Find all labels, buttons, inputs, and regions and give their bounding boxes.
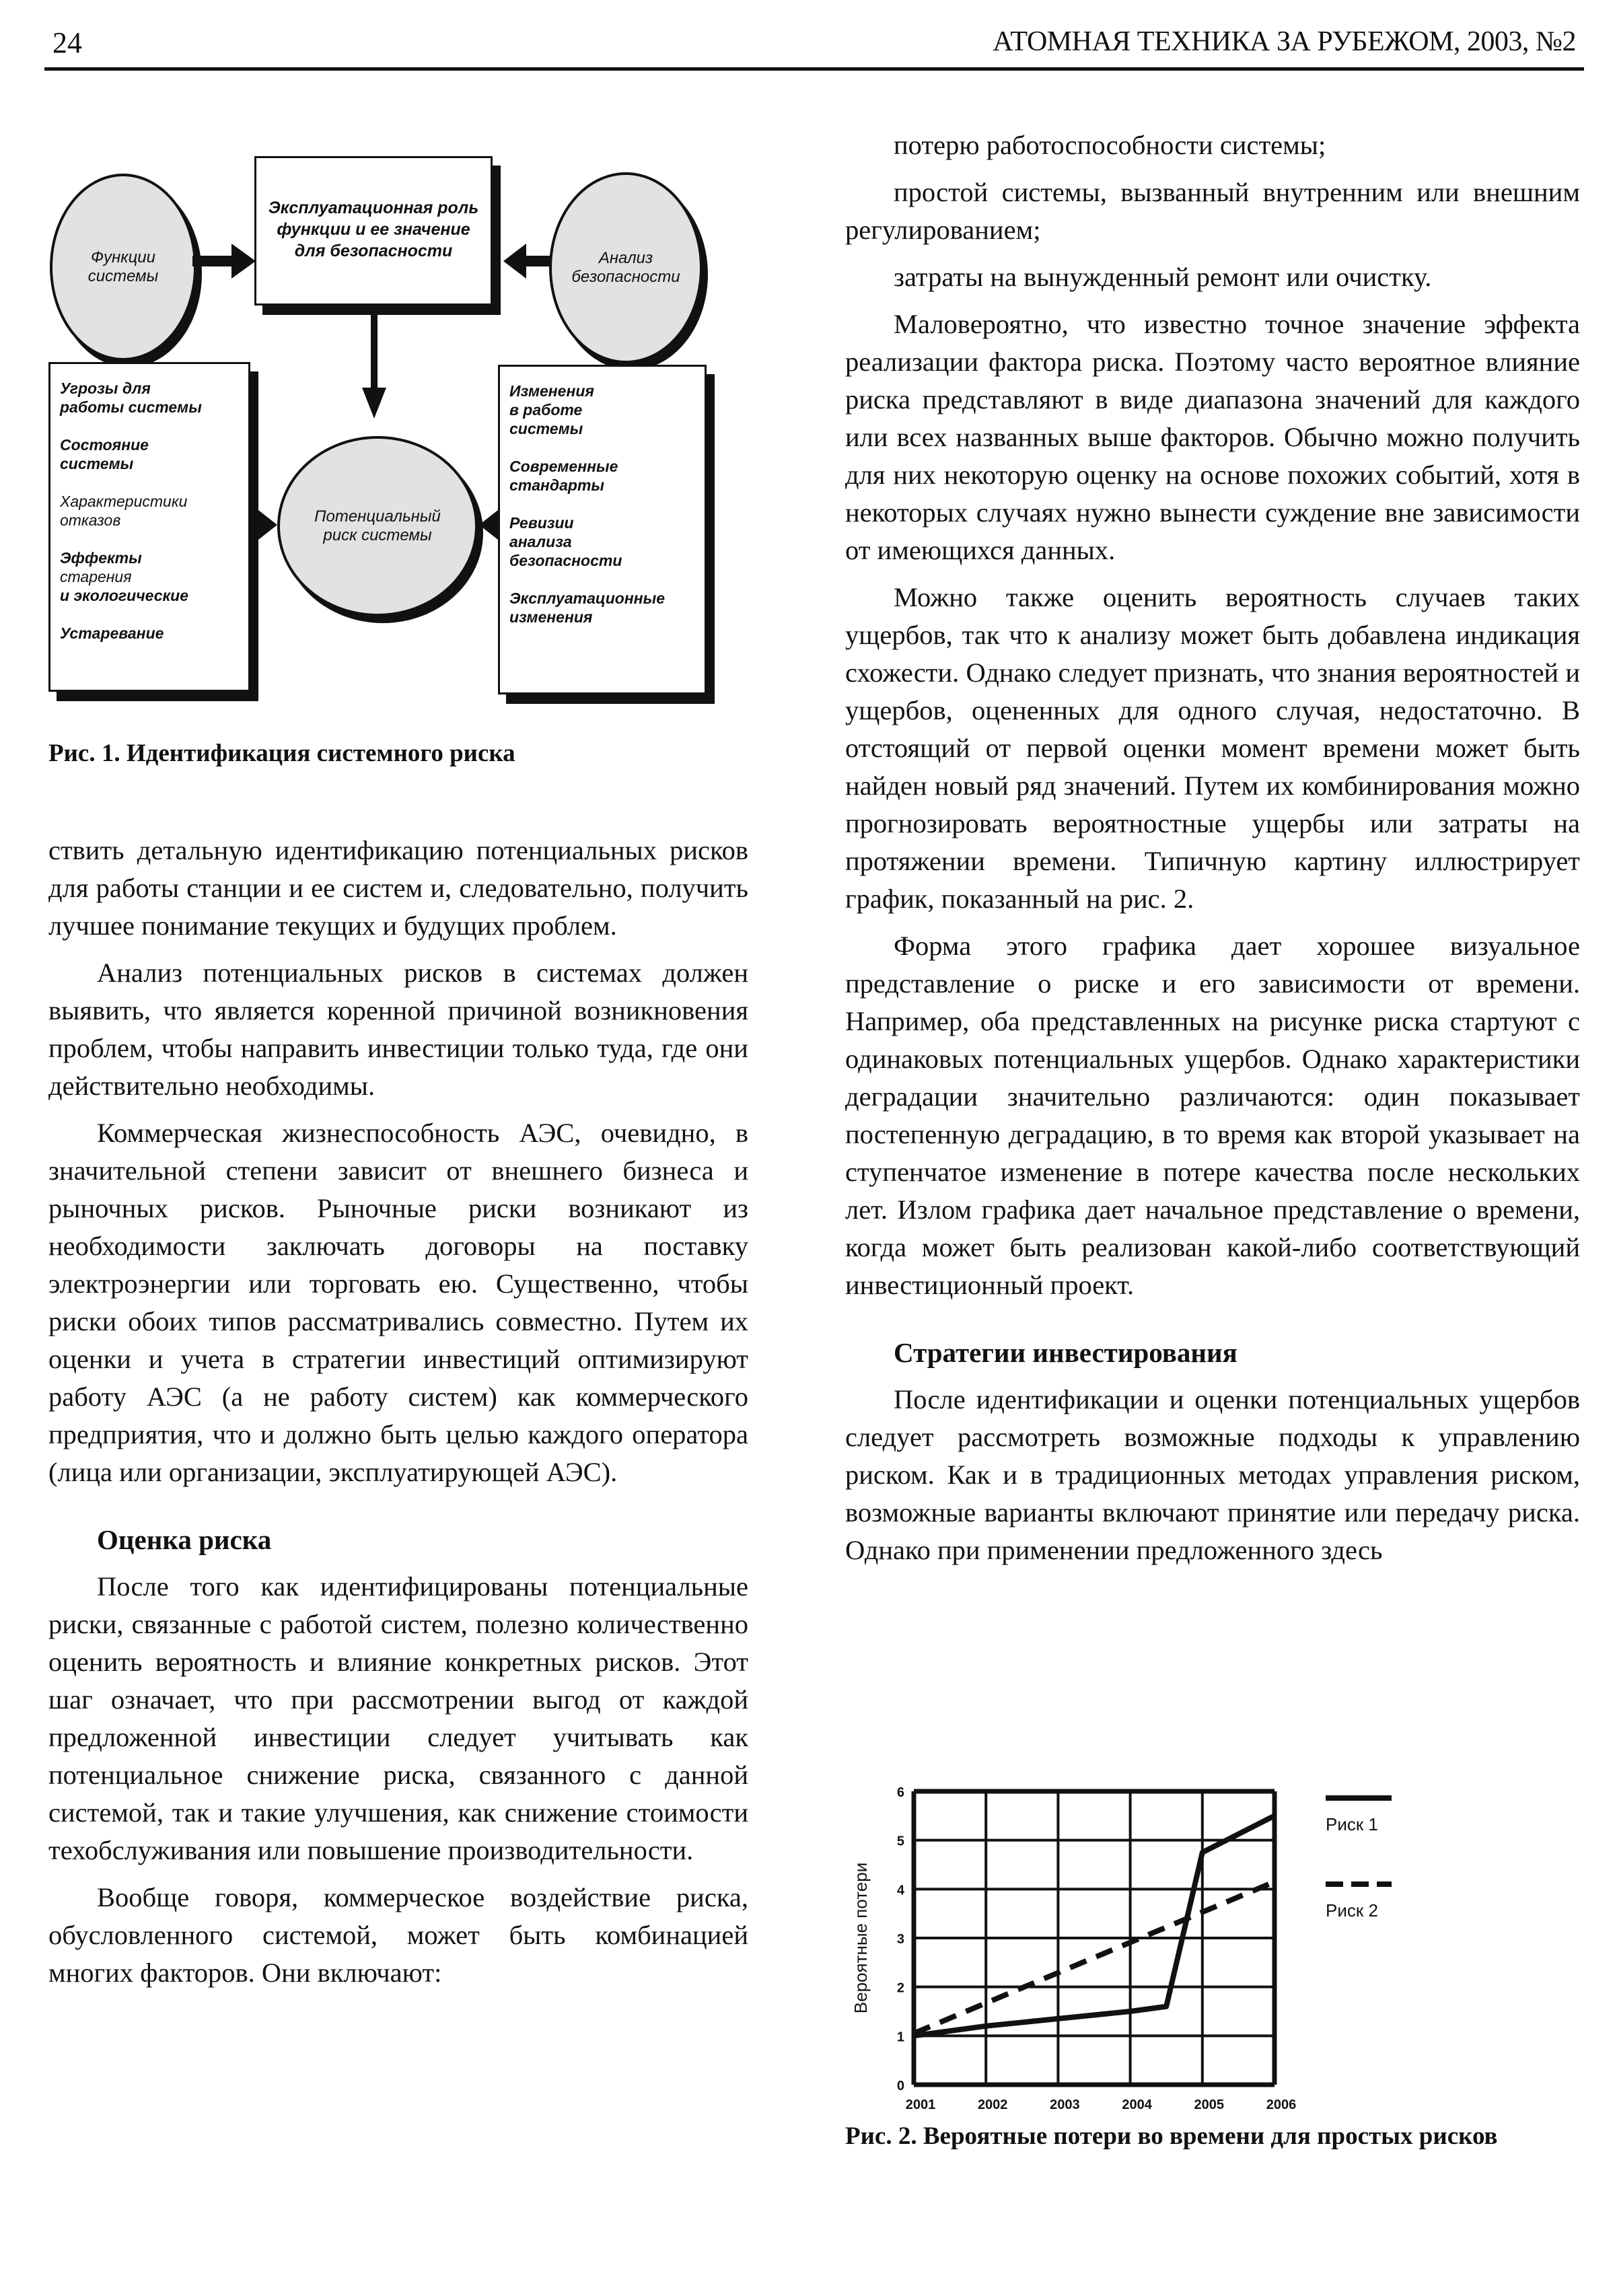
- paragraph: Можно также оценить вероятность случаев таких ущербов, так что к анализу может быть добавлена индикация схожести. Однако следует признать, что знания вероятностей и ущербов, оцененных для одного случая, недостаточно. В отстоящий от первой оценки момент времени может быть найден новый ряд значений. Путем их комбинирования можно прогнозировать вероятностные ущербы или затраты на протяжении времени. Типичную картину иллюстрирует график, показанный на рис. 2.: [845, 582, 1580, 914]
- list-item: затраты на вынужденный ремонт или очистку.: [894, 262, 1432, 292]
- x-tick-label: 2003: [1050, 2097, 1080, 2112]
- paragraph: После того как идентифицированы потенциальные риски, связанные с работой систем, полезно количественно оценить вероятность и влияние конкретных рисков. Этот шаг означает, что при рассмотрении выгод от каждой предложенной инвестиции следует учитывать как потенциальное снижение риска, связанного с данной системой, так и такие улучшения, как снижение стоимости техобслуживания или повышение производительности.: [48, 1571, 748, 1865]
- threats-list-box: [48, 362, 250, 692]
- y-tick-label: 0: [896, 2079, 904, 2093]
- oval-system-functions: [50, 174, 196, 361]
- left-text-column: [48, 832, 748, 1992]
- paragraph: Анализ потенциальных рисков в системах должен выявить, что является коренной причиной возникновения проблем, чтобы направить инвестиции только туда, где они действительно необходимы.: [48, 958, 748, 1101]
- y-tick-label: 6: [896, 1785, 904, 1800]
- right-item: Ревизии анализа безопасности: [509, 514, 622, 569]
- paragraph: ствить детальную идентификацию потенциальных рисков для работы станции и ее систем и, следовательно, получить лучшее понимание текущих и будущих проблем.: [48, 835, 748, 941]
- series-line-2: [914, 1881, 1275, 2033]
- center-box-line-2: функции и ее значение: [277, 220, 470, 239]
- legend-label-1: Риск 1: [1326, 1814, 1378, 1834]
- header-rule: [44, 67, 1584, 71]
- page-number: 24: [52, 26, 82, 59]
- line-chart: [834, 1777, 1588, 2126]
- right-item: Эксплуатационные изменения: [509, 589, 666, 626]
- left-item: Устаревание: [60, 624, 164, 642]
- operational-role-box: [254, 156, 493, 306]
- figure-1-caption: Рис. 1. Идентификация системного риска: [48, 740, 515, 767]
- left-item: Угрозы для работы системы: [60, 380, 202, 416]
- arrow-down-icon: [359, 314, 389, 421]
- right-item: Изменения в работе системы: [509, 382, 594, 437]
- journal-title: АТОМНАЯ ТЕХНИКА ЗА РУБЕЖОМ, 2003, №2: [993, 26, 1576, 57]
- section-heading-risk-assessment: Оценка риска: [97, 1524, 272, 1555]
- oval-safety-analysis-line-1: Анализ: [598, 249, 653, 267]
- oval-potential-risk: [277, 436, 478, 616]
- y-tick-label: 1: [896, 2030, 904, 2045]
- left-item: Характеристики отказов: [60, 493, 188, 529]
- y-axis-label: Вероятные потери: [851, 1862, 871, 2014]
- figure-2-chart: [834, 1777, 1588, 2153]
- right-text-column: [845, 127, 1580, 1569]
- y-tick-label: 5: [896, 1834, 904, 1849]
- oval-system-functions-label: Функции системы: [87, 248, 159, 285]
- arrow-right-small-icon: [258, 510, 279, 540]
- legend-label-2: Риск 2: [1326, 1900, 1378, 1921]
- list-item: потерю работоспособности системы;: [894, 130, 1326, 160]
- arrow-left-small-icon: [478, 510, 498, 540]
- center-box-line-1: Эксплуатационная роль: [268, 199, 479, 217]
- y-tick-label: 3: [896, 1932, 904, 1947]
- x-tick-label: 2001: [905, 2097, 936, 2112]
- center-box-line-3: для безопасности: [294, 242, 453, 260]
- paragraph: Маловероятно, что известно точное значение эффекта реализации фактора риска. Поэтому часто вероятное влияние риска представляют в виде диапазона значений для каждого или всех названных выше факторов. Обычно можно получить для них некоторую оценку на основе похожих событий, хотя в некоторых случаях нужно вынести суждение вне зависимости от имеющихся данных.: [845, 309, 1580, 565]
- y-tick-label: 4: [896, 1883, 904, 1898]
- changes-list-box: [498, 365, 707, 694]
- x-tick-label: 2006: [1266, 2097, 1297, 2112]
- list-item: простой системы, вызванный внутренним или внешним регулированием;: [845, 177, 1580, 245]
- arrow-right-icon: [192, 241, 257, 281]
- right-item: Современные стандарты: [509, 458, 618, 494]
- paragraph: Форма этого графика дает хорошее визуальное представление о риске и его зависимости от времени. Например, оба представленных на рисунке риска стартуют с одинаковых потенциальных ущербов. Однако характеристики деградации значительно различаются: один показывает постепенную деградацию, в то время как второй указывает на ступенчатое изменение в потере качества после нескольких лет. Излом графика дает начальное представление о времени, когда может быть реализован какой-либо соответствующий инвестиционный проект.: [845, 931, 1580, 1300]
- section-heading-investment-strategies: Стратегии инвестирования: [894, 1337, 1237, 1368]
- figure-1-diagram: [46, 155, 752, 733]
- oval-safety-analysis-line-2: безопасности: [571, 268, 680, 286]
- y-tick-label: 2: [896, 1980, 904, 1996]
- oval-potential-risk-line-1: Потенциальный: [314, 507, 441, 526]
- paragraph: Коммерческая жизнеспособность АЭС, очевидно, в значительной степени зависит от внешнего бизнеса и рыночных рисков. Рыночные риски возникают из необходимости заключать договоры на поставку электроэнергии или торговать ею. Существенно, чтобы риски обоих типов рассматривались совместно. Путем их оценки и учета в стратегии инвестиций оптимизируют работу АЭС (а не работу систем) как коммерческого предприятия, что и должно быть целью каждого оператора (лица или организации, эксплуатирующей АЭС).: [48, 1118, 748, 1487]
- figure-2-caption: Рис. 2. Вероятные потери во времени для простых рисков: [845, 2122, 1498, 2150]
- paragraph: После идентификации и оценки потенциальных ущербов следует рассмотреть возможные подходы к управлению риском. Как и в традиционных методах управления риском, возможные варианты включают принятие или передачу риска. Однако при применении предложенного здесь: [845, 1384, 1580, 1565]
- x-tick-label: 2004: [1122, 2097, 1152, 2112]
- oval-potential-risk-line-2: риск системы: [323, 526, 432, 544]
- paragraph: Вообще говоря, коммерческое воздействие риска, обусловленного системой, может быть комбинацией многих факторов. Они включают:: [48, 1882, 748, 1988]
- arrow-left-icon: [503, 241, 550, 281]
- oval-safety-analysis: [549, 172, 703, 363]
- x-tick-label: 2002: [977, 2097, 1008, 2112]
- left-item: Состояние системы: [60, 436, 149, 472]
- left-item: Эффекты старения и экологические: [60, 549, 188, 604]
- x-tick-label: 2005: [1194, 2097, 1225, 2112]
- series-line-1: [914, 1816, 1275, 2036]
